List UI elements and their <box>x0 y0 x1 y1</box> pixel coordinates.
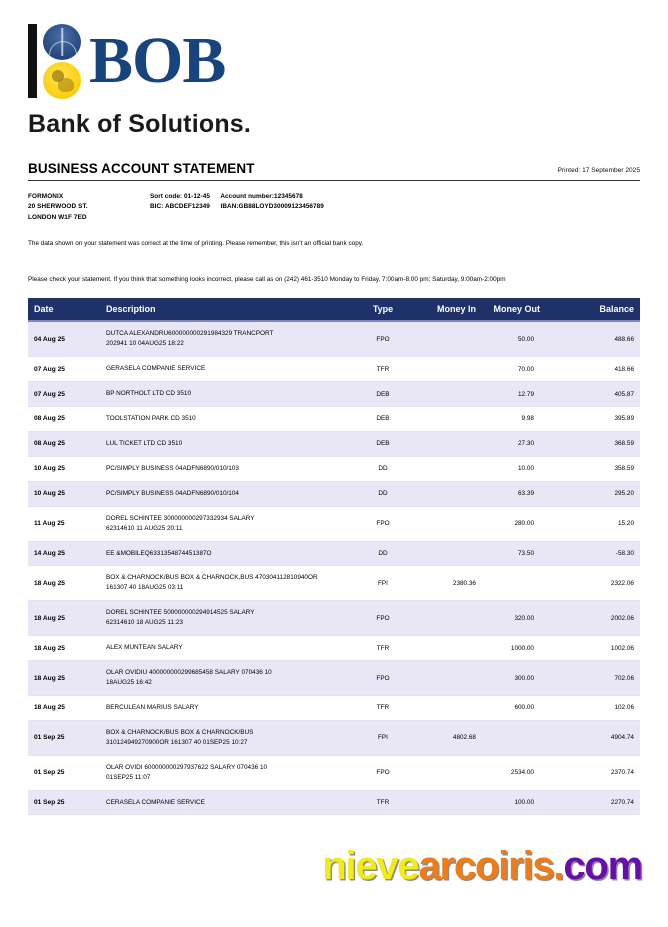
cell-description: LUL TICKET LTD CD 3510 <box>106 431 356 456</box>
cell-description: GERASELA COMPANIE SERVICE <box>106 357 356 382</box>
cell-type: FPO <box>356 601 410 636</box>
column-header-description[interactable]: Description <box>106 298 356 321</box>
cell-type: FPI <box>356 566 410 601</box>
cell-money-in <box>410 790 476 815</box>
cell-money-out: 9.98 <box>476 407 548 432</box>
cell-date: 18 Aug 25 <box>28 636 106 661</box>
cell-description: PC/SIMPLY BUSINESS 04ADFN6890/010/103 <box>106 456 356 481</box>
cell-money-out: 1000.00 <box>476 636 548 661</box>
cell-description: OLAR OVIDIU 400000000299685458 SALARY 070436 10 18AUG25 16:42 <box>106 661 356 696</box>
cell-balance: 702.06 <box>548 661 640 696</box>
cell-money-out: 2534.00 <box>476 755 548 790</box>
bic-value: ABCDEF12349 <box>164 203 210 211</box>
cell-balance: 295.20 <box>548 481 640 506</box>
cell-money-in <box>410 636 476 661</box>
cell-money-in <box>410 431 476 456</box>
cell-type: TFR <box>356 695 410 720</box>
contact-note: Please check your statement. If you think that something looks incorrect, please call as on (242) 461-3510 Monday to Friday, 7:00am-8:00 pm; Saturday, 9:00am-2:00pm <box>28 275 506 283</box>
cell-type: FPO <box>356 321 410 356</box>
cell-money-out: 63.39 <box>476 481 548 506</box>
cell-balance: 395.89 <box>548 407 640 432</box>
cell-date: 18 Aug 25 <box>28 566 106 601</box>
cell-money-out: 12.79 <box>476 382 548 407</box>
cell-money-in <box>410 456 476 481</box>
cell-money-out: 50.00 <box>476 321 548 356</box>
cell-money-in <box>410 407 476 432</box>
cell-date: 18 Aug 25 <box>28 601 106 636</box>
cell-date: 07 Aug 25 <box>28 382 106 407</box>
cell-balance: 1002.06 <box>548 636 640 661</box>
cell-balance: 2322.06 <box>548 566 640 601</box>
brand-tagline: Bank of Solutions. <box>28 110 252 138</box>
iban-value: GB88LOYD30009123456789 <box>238 203 324 211</box>
cell-date: 08 Aug 25 <box>28 431 106 456</box>
account-number-value: 12345678 <box>274 193 303 200</box>
cell-money-in <box>410 506 476 541</box>
cell-money-out: 27.30 <box>476 431 548 456</box>
bic-row <box>150 202 324 212</box>
cell-balance: -58.30 <box>548 541 640 566</box>
watermark <box>322 844 642 889</box>
cell-type: DD <box>356 481 410 506</box>
column-header-money-out[interactable]: Money Out <box>476 298 548 321</box>
sort-code-row <box>150 192 324 202</box>
cell-date: 04 Aug 25 <box>28 321 106 356</box>
column-header-money-in[interactable]: Money In <box>410 298 476 321</box>
cell-money-in <box>410 357 476 382</box>
table-row[interactable] <box>28 456 640 481</box>
table-header-row <box>28 298 640 321</box>
cell-money-in <box>410 661 476 696</box>
address-line-2: 20 SHERWOOD ST. <box>28 203 88 211</box>
cell-date: 01 Sep 25 <box>28 720 106 755</box>
table-row[interactable] <box>28 601 640 636</box>
table-row[interactable] <box>28 541 640 566</box>
iban-label: IBAN: <box>220 203 239 211</box>
cell-description: EE &MOBILEQ6331354874451387O <box>106 541 356 566</box>
cell-type: FPO <box>356 661 410 696</box>
cell-balance: 2370.74 <box>548 755 640 790</box>
cell-date: 08 Aug 25 <box>28 407 106 432</box>
account-info <box>28 192 640 223</box>
cell-money-in <box>410 601 476 636</box>
printed-date: Printed: 17 September 2025 <box>557 167 640 174</box>
column-header-balance[interactable]: Balance <box>548 298 640 321</box>
cell-type: DEB <box>356 407 410 432</box>
address-line-3: LONDON W1F 7ED <box>28 213 87 221</box>
cell-type: DD <box>356 456 410 481</box>
customer-address <box>28 192 150 223</box>
cell-date: 14 Aug 25 <box>28 541 106 566</box>
cell-date: 11 Aug 25 <box>28 506 106 541</box>
table-row[interactable] <box>28 407 640 432</box>
table-row[interactable] <box>28 481 640 506</box>
table-row[interactable] <box>28 506 640 541</box>
cell-date: 01 Sep 25 <box>28 790 106 815</box>
title-row <box>28 161 640 181</box>
cell-money-out <box>476 566 548 601</box>
column-header-date[interactable]: Date <box>28 298 106 321</box>
cell-type: FPO <box>356 506 410 541</box>
cell-money-out: 73.50 <box>476 541 548 566</box>
bic-label: BIC: <box>150 203 164 211</box>
cell-balance: 368.59 <box>548 431 640 456</box>
cell-money-out: 320.00 <box>476 601 548 636</box>
cell-balance: 488.66 <box>548 321 640 356</box>
cell-money-in <box>410 382 476 407</box>
sort-code-label: Sort code: <box>150 193 183 200</box>
cell-type: DEB <box>356 382 410 407</box>
page-title: BUSINESS ACCOUNT STATEMENT <box>28 161 255 176</box>
cell-money-in <box>410 321 476 356</box>
cell-balance: 2270.74 <box>548 790 640 815</box>
table-row[interactable] <box>28 790 640 815</box>
cell-description: DUTCA ALEXANDRU600000000291984329 TRANCPORT 202941 10 04AUG25 18:22 <box>106 321 356 356</box>
cell-balance: 15.20 <box>548 506 640 541</box>
table-row[interactable] <box>28 661 640 696</box>
cell-description: BP NORTHOLT LTD CD 3510 <box>106 382 356 407</box>
sun-icon <box>43 62 81 99</box>
table-row[interactable] <box>28 566 640 601</box>
cell-type: DD <box>356 541 410 566</box>
cell-money-out: 300.00 <box>476 661 548 696</box>
cell-date: 18 Aug 25 <box>28 695 106 720</box>
cell-balance: 358.59 <box>548 456 640 481</box>
table-row[interactable] <box>28 636 640 661</box>
cell-description: BERCULEAN MARIUS SALARY <box>106 695 356 720</box>
column-header-type[interactable]: Type <box>356 298 410 321</box>
table-row[interactable] <box>28 695 640 720</box>
printing-disclaimer: The data shown on your statement was correct at the time of printing. Please remember, this isn't an official bank copy. <box>28 240 364 248</box>
cell-money-out: 280.00 <box>476 506 548 541</box>
cell-type: TFR <box>356 790 410 815</box>
cell-description: BOX & CHARNOCK/BUS BOX & CHARNOCK/BUS 310124949270900OR 161307 40 01SEP25 10:27 <box>106 720 356 755</box>
cell-balance: 4904.74 <box>548 720 640 755</box>
cell-date: 10 Aug 25 <box>28 456 106 481</box>
watermark-part-1: nieve <box>322 844 419 888</box>
table-body <box>28 321 640 815</box>
globe-icon <box>43 24 81 60</box>
table-row[interactable] <box>28 720 640 755</box>
cell-type: DEB <box>356 431 410 456</box>
cell-money-out: 100.00 <box>476 790 548 815</box>
watermark-part-3: com <box>563 844 642 888</box>
account-number-label: Account number: <box>220 193 274 200</box>
cell-type: FPO <box>356 755 410 790</box>
cell-money-out <box>476 720 548 755</box>
watermark-part-2: arcoiris. <box>418 844 564 888</box>
cell-description: OLAR OVIDI 600000000297937622 SALARY 070436 10 01SEP25 11:07 <box>106 755 356 790</box>
cell-date: 18 Aug 25 <box>28 661 106 696</box>
cell-description: TOOLSTATION PARK CD 3510 <box>106 407 356 432</box>
account-identifiers <box>150 192 324 223</box>
cell-date: 01 Sep 25 <box>28 755 106 790</box>
cell-money-in <box>410 755 476 790</box>
cell-date: 07 Aug 25 <box>28 357 106 382</box>
cell-description: ALEX MUNTEAN SALARY <box>106 636 356 661</box>
bank-logo <box>28 0 640 139</box>
table-row[interactable] <box>28 357 640 382</box>
table-header <box>28 298 640 321</box>
cell-money-in <box>410 541 476 566</box>
cell-balance: 418.66 <box>548 357 640 382</box>
cell-money-in <box>410 481 476 506</box>
cell-description: BOX & CHARNOCK/BUS BOX & CHARNOCK,BUS 470304112810940OR 161307 40 18AUG25 03:11 <box>106 566 356 601</box>
cell-balance: 102.06 <box>548 695 640 720</box>
cell-description: DOREL SCHINTEE 500000000294914525 SALARY 62314610 18 AUG25 11:23 <box>106 601 356 636</box>
address-line-1: FORMONIX <box>28 193 64 200</box>
cell-date: 10 Aug 25 <box>28 481 106 506</box>
logo-bar-icon <box>28 24 37 98</box>
cell-type: TFR <box>356 636 410 661</box>
cell-type: TFR <box>356 357 410 382</box>
cell-description: DOREL SCHINTEE 300000000297332934 SALARY 62314610 11 AUG25 20:11 <box>106 506 356 541</box>
transactions-table <box>28 298 640 815</box>
table-row[interactable] <box>28 431 640 456</box>
sort-code-value: 01-12-45 <box>183 193 210 200</box>
cell-money-out: 600.00 <box>476 695 548 720</box>
cell-money-out: 10.00 <box>476 456 548 481</box>
brand-name: BOB <box>89 24 226 98</box>
table-row[interactable] <box>28 755 640 790</box>
cell-money-out: 70.00 <box>476 357 548 382</box>
cell-type: FPI <box>356 720 410 755</box>
cell-money-in: 2380.36 <box>410 566 476 601</box>
cell-description: PC/SIMPLY BUSINESS 04ADFN6890/010/104 <box>106 481 356 506</box>
cell-balance: 2002.06 <box>548 601 640 636</box>
cell-money-in: 4802.68 <box>410 720 476 755</box>
table-row[interactable] <box>28 321 640 356</box>
cell-description: CERASELA COMPANIE SERVICE <box>106 790 356 815</box>
table-row[interactable] <box>28 382 640 407</box>
cell-balance: 405.87 <box>548 382 640 407</box>
cell-money-in <box>410 695 476 720</box>
